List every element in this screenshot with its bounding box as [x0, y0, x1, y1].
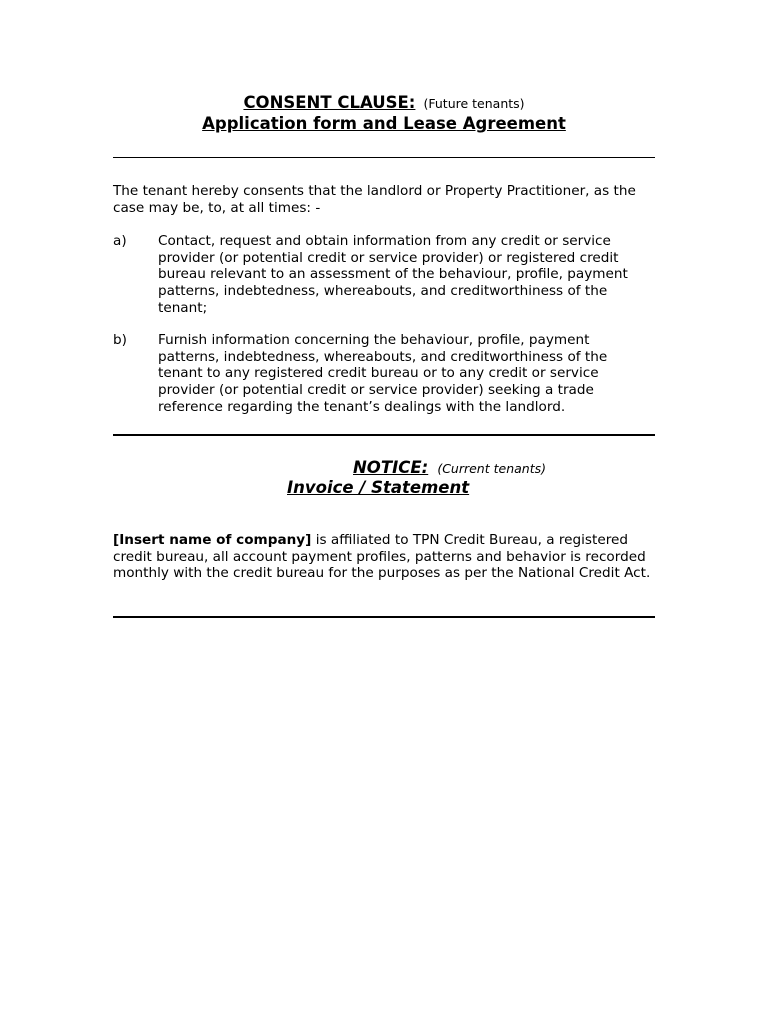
consent-intro: The tenant hereby consents that the landlord or Property Practitioner, as the case may be, to, at all times: -	[113, 183, 636, 216]
list-marker: a)	[113, 233, 127, 249]
notice-body-text: is affiliated to TPN Credit Bureau, a registered credit bureau, all account payment profiles, patterns and behavior is recorded monthly with the credit bureau for the purposes as per the National Credit Act.	[113, 532, 651, 582]
notice-body	[113, 532, 658, 582]
consent-qualifier: (Future tenants)	[423, 96, 525, 111]
list-marker: b)	[113, 332, 127, 348]
company-name-placeholder: [Insert name of company]	[113, 532, 312, 548]
notice-subtitle: Invoice / Statement	[287, 478, 470, 497]
divider-top	[113, 157, 655, 158]
consent-subtitle: Application form and Lease Agreement	[202, 114, 566, 133]
list-item-text: Contact, request and obtain information from any credit or service provider (or potential credit or service provider) or registered credit bureau relevant to an assessment of the behaviour, profile, payment patterns, indebtedness, whereabouts, and creditworthiness of the tenant;	[158, 233, 628, 316]
notice-qualifier: (Current tenants)	[437, 461, 546, 476]
notice-title: NOTICE:	[353, 458, 429, 477]
consent-heading	[0, 92, 768, 115]
divider-bottom	[113, 616, 655, 618]
consent-title: CONSENT CLAUSE:	[243, 93, 416, 112]
list-item-text: Furnish information concerning the behaviour, profile, payment patterns, indebtedness, whereabouts, and creditworthiness of the tenant to any registered credit bureau or to any credit or service provider (or potential credit or service provider) seeking a trade reference regarding the tenant’s dealings with the landlord.	[158, 332, 608, 415]
divider-middle	[113, 434, 655, 436]
